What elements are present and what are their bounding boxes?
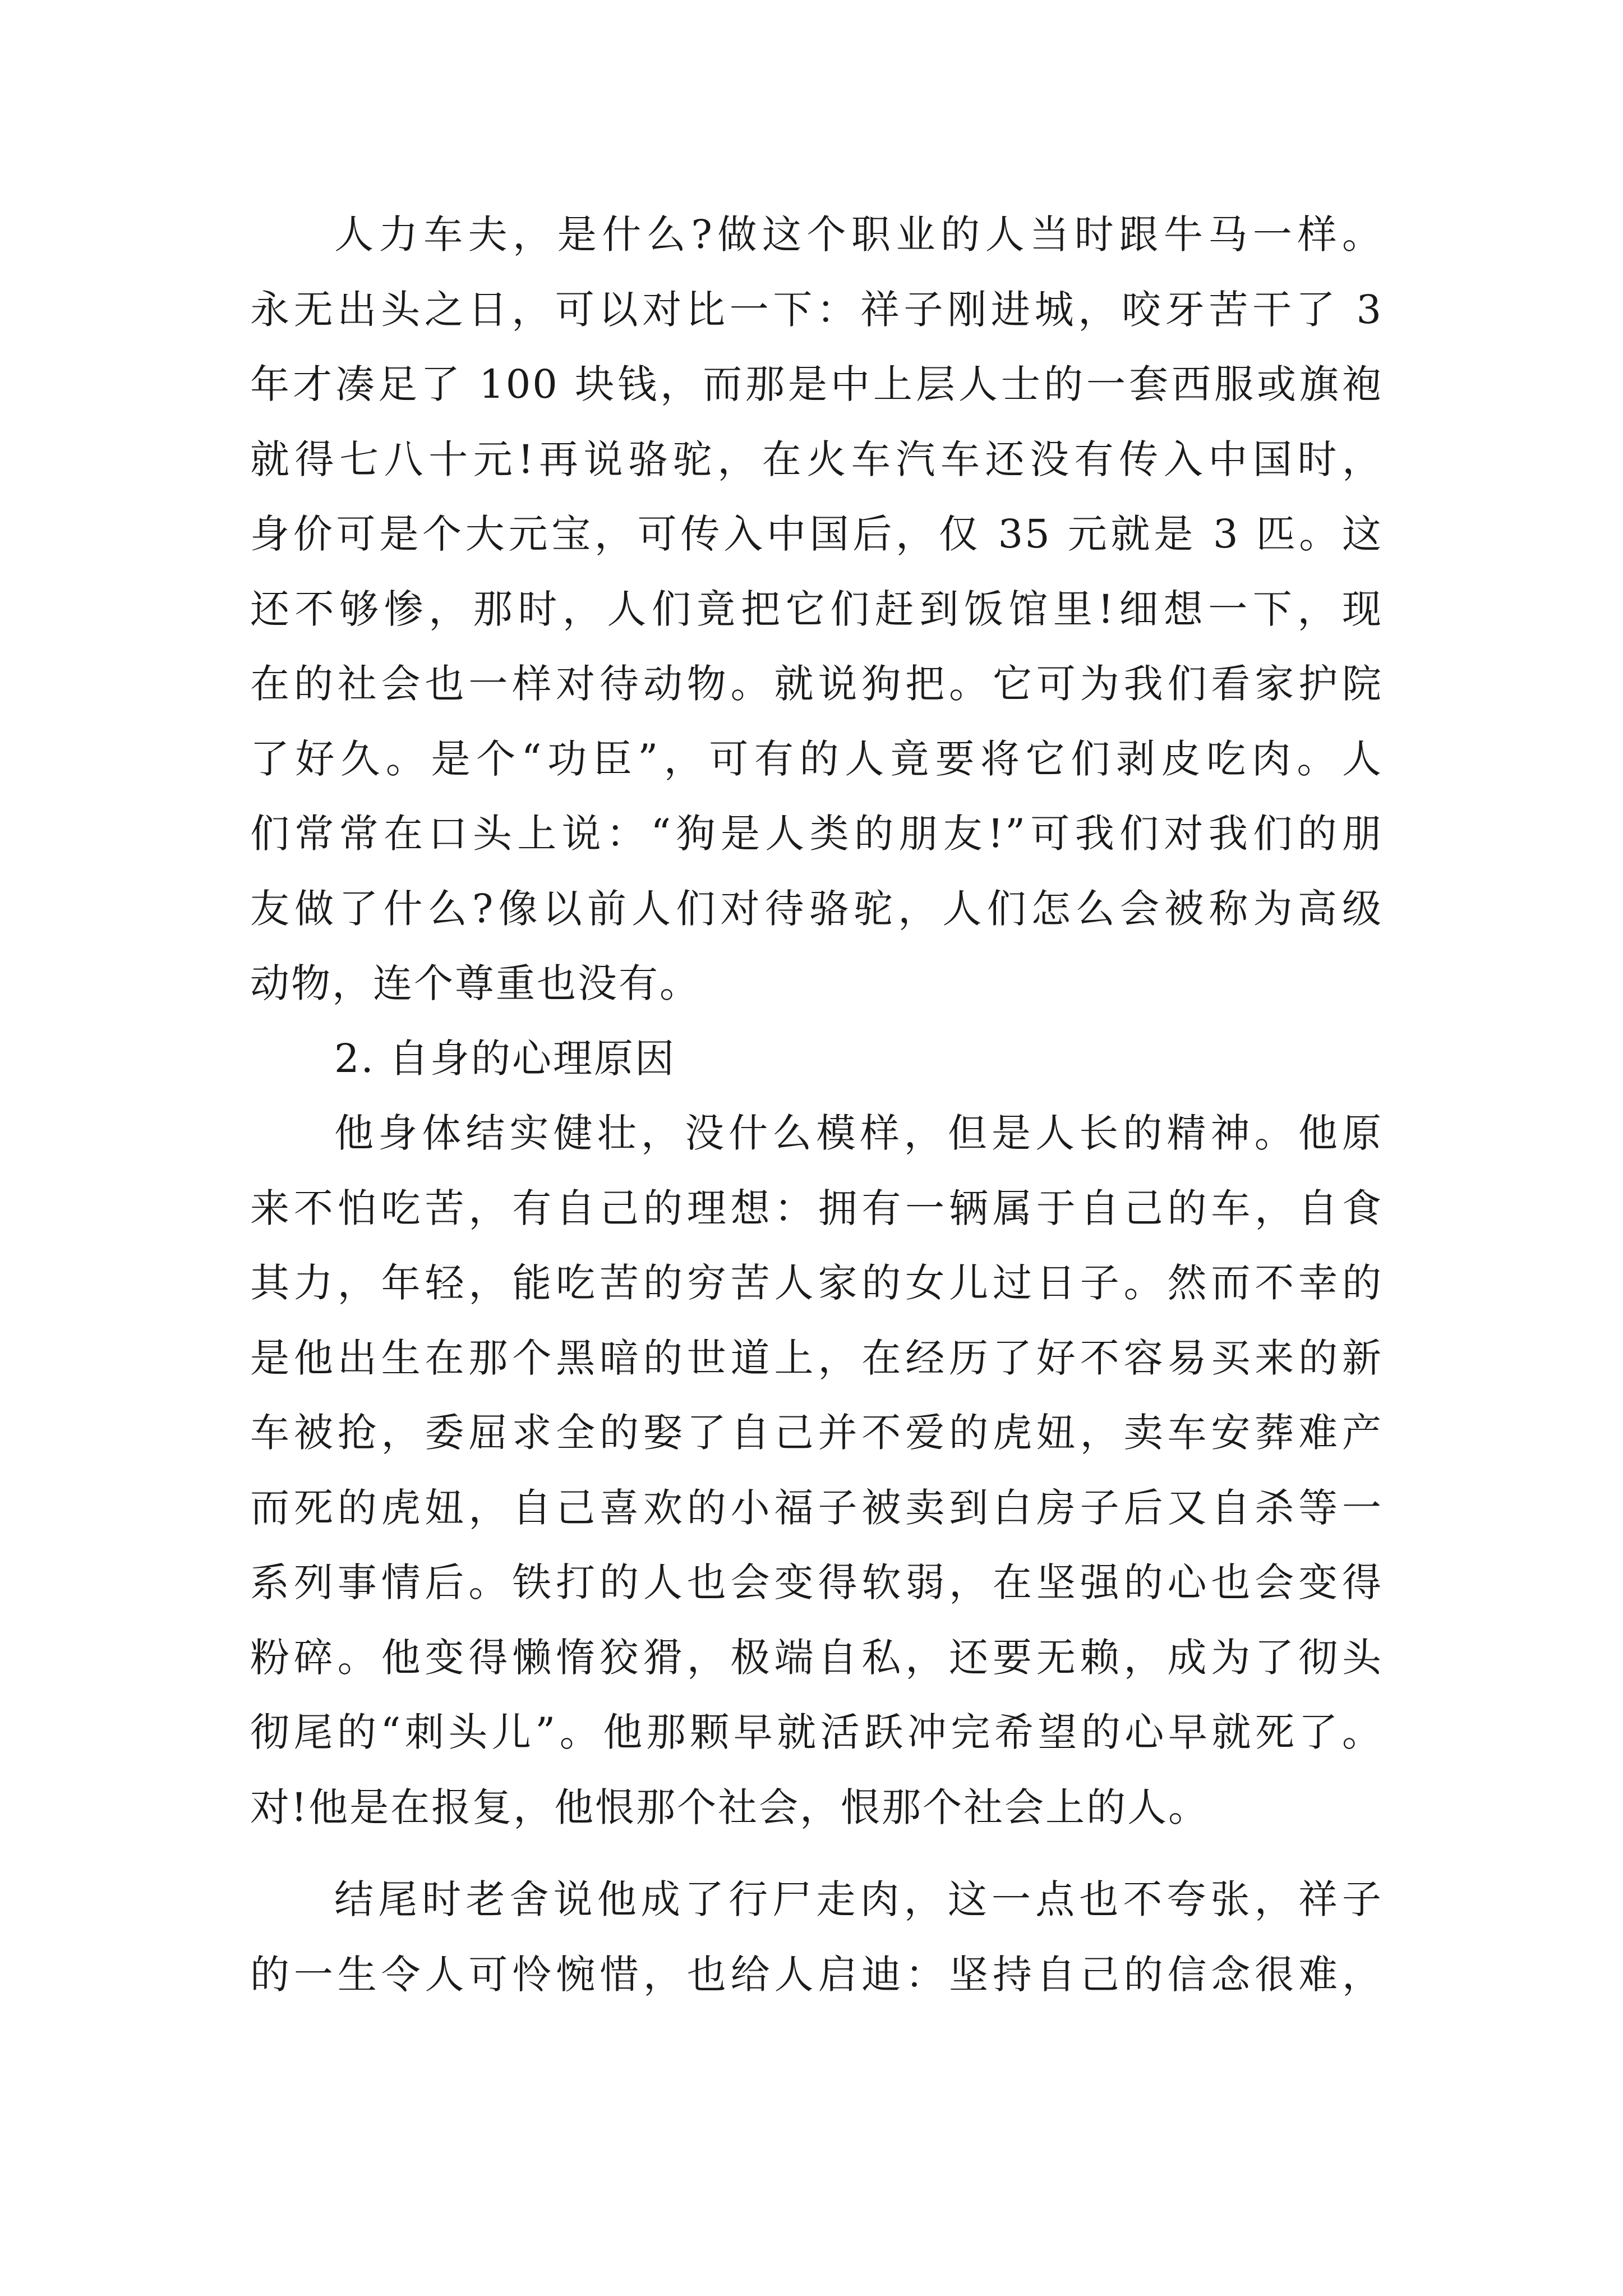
document-body — [250, 197, 1383, 2012]
paragraph-line: 是他出生在那个黑暗的世道上，在经历了好不容易买来的新 — [250, 1335, 1383, 1381]
paragraph-line: 结尾时老舍说他成了行尸走肉，这一点也不夸张，祥子 — [334, 1876, 1383, 1922]
paragraph-line: 年才凑足了 100 块钱，而那是中上层人士的一套西服或旗袍 — [250, 361, 1383, 407]
section-heading: 2. 自身的心理原因 — [334, 1035, 676, 1082]
paragraph-line: 粉碎。他变得懒惰狡猾，极端自私，还要无赖，成为了彻头 — [250, 1634, 1383, 1681]
paragraph-2 — [250, 1096, 1383, 1845]
paragraph-line: 友做了什么?像以前人们对待骆驼，人们怎么会被称为高级 — [250, 885, 1383, 932]
paragraph-line: 来不怕吃苦，有自己的理想：拥有一辆属于自己的车，自食 — [250, 1185, 1383, 1231]
paragraph-line: 还不够惨，那时，人们竟把它们赶到饭馆里!细想一下，现 — [250, 586, 1383, 632]
paragraph-1 — [250, 197, 1383, 1022]
paragraph-line: 车被抢，委屈求全的娶了自己并不爱的虎妞，卖车安葬难产 — [250, 1410, 1383, 1456]
paragraph-line: 系列事情后。铁打的人也会变得软弱，在坚强的心也会变得 — [250, 1559, 1383, 1605]
paragraph-line: 动物，连个尊重也没有。 — [250, 960, 700, 1006]
paragraph-3 — [250, 1862, 1383, 2012]
paragraph-line: 就得七八十元!再说骆驼，在火车汽车还没有传入中国时， — [250, 436, 1383, 482]
paragraph-line: 永无出头之日，可以对比一下：祥子刚进城，咬牙苦干了 3 — [250, 286, 1383, 333]
paragraph-line: 了好久。是个“功臣”，可有的人竟要将它们剥皮吃肉。人 — [250, 735, 1383, 782]
paragraph-line: 人力车夫，是什么?做这个职业的人当时跟牛马一样。 — [334, 211, 1383, 257]
paragraph-line: 们常常在口头上说：“狗是人类的朋友!”可我们对我们的朋 — [250, 811, 1383, 857]
paragraph-line: 身价可是个大元宝，可传入中国后，仅 35 元就是 3 匹。这 — [250, 511, 1383, 557]
paragraph-line: 彻尾的“刺头儿”。他那颗早就活跃冲完希望的心早就死了。 — [250, 1709, 1383, 1755]
paragraph-line: 他身体结实健壮，没什么模样，但是人长的精神。他原 — [334, 1110, 1383, 1156]
paragraph-line: 而死的虎妞，自己喜欢的小福子被卖到白房子后又自杀等一 — [250, 1484, 1383, 1531]
paragraph-line: 对!他是在报复，他恨那个社会，恨那个社会上的人。 — [250, 1784, 1210, 1830]
paragraph-line: 其力，年轻，能吃苦的穷苦人家的女儿过日子。然而不幸的 — [250, 1260, 1383, 1306]
paragraph-line: 在的社会也一样对待动物。就说狗把。它可为我们看家护院 — [250, 661, 1383, 707]
paragraph-line: 的一生令人可怜惋惜，也给人启迪：坚持自己的信念很难， — [250, 1951, 1383, 1998]
